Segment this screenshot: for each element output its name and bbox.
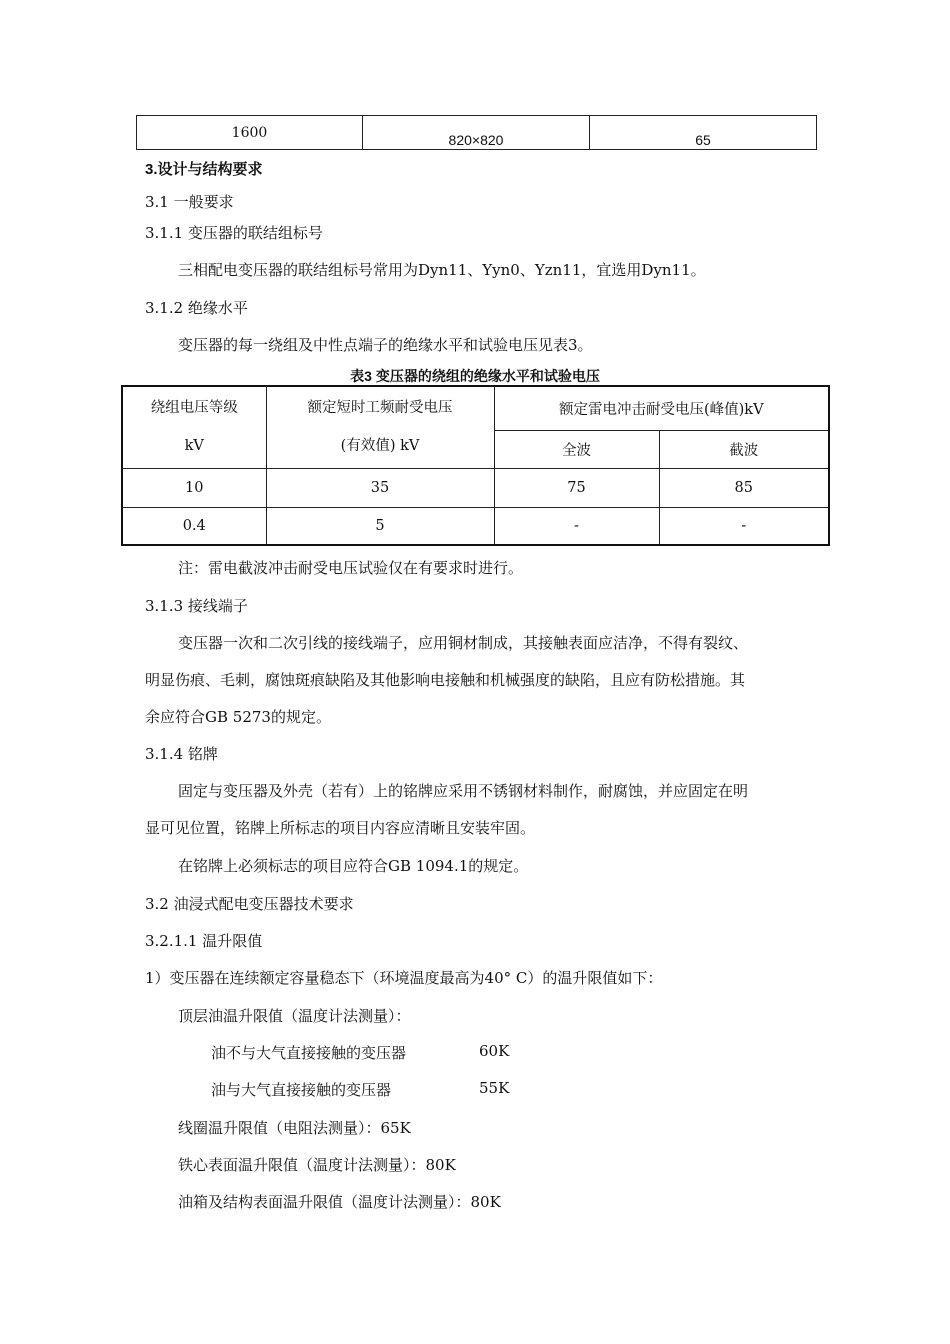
header-winding-voltage bbox=[122, 386, 266, 468]
paragraph-3-1-4-line1: 固定与变压器及外壳（若有）上的铭牌应采用不锈钢材料制作，耐腐蚀，并应固定在明 bbox=[178, 782, 749, 800]
table-cell: 35 bbox=[266, 468, 494, 507]
sealed-transformer-label: 油不与大气直接接触的变压器 bbox=[211, 1044, 407, 1062]
table-cell: 1600 bbox=[137, 116, 363, 150]
section-heading-3-1-4: 3.1.4 铭牌 bbox=[145, 745, 218, 763]
paragraph-3-1-2: 变压器的每一绕组及中性点端子的绝缘水平和试验电压见表3。 bbox=[178, 336, 593, 354]
coil-temp-rise: 线圈温升限值（电阻法测量）：65K bbox=[178, 1119, 411, 1137]
table-note: 注：雷电截波冲击耐受电压试验仅在有要求时进行。 bbox=[178, 559, 524, 577]
header-lightning-impulse-voltage: 额定雷电冲击耐受电压(峰值)kV bbox=[494, 386, 829, 430]
table-cell: 5 bbox=[266, 507, 494, 545]
section-heading-3-2: 3.2 油浸式配电变压器技术要求 bbox=[145, 895, 354, 913]
section-heading-3-1-1: 3.1.1 变压器的联结组标号 bbox=[145, 224, 323, 242]
table-cell: 10 bbox=[122, 468, 266, 507]
table-row bbox=[122, 507, 829, 545]
paragraph-3-1-4-line3: 在铭牌上必须标志的项目应符合GB 1094.1的规定。 bbox=[178, 857, 529, 875]
paragraph-3-1-4-line2: 显可见位置，铭牌上所标志的项目内容应清晰且安装牢固。 bbox=[145, 819, 536, 837]
paragraph-3-1-1: 三相配电变压器的联结组标号常用为Dyn11、Yyn0、Yzn11，宜选用Dyn11。 bbox=[178, 261, 706, 279]
section-heading-3-1-2: 3.1.2 绝缘水平 bbox=[145, 299, 248, 317]
table-row bbox=[122, 468, 829, 507]
header-chopped-wave: 截波 bbox=[659, 430, 829, 468]
sealed-transformer-value: 60K bbox=[479, 1042, 510, 1060]
open-transformer-label: 油与大气直接接触的变压器 bbox=[211, 1081, 392, 1099]
table-cell: - bbox=[494, 507, 659, 545]
header-text: 额定短时工频耐受电压 bbox=[307, 400, 453, 417]
header-unit: kV bbox=[184, 438, 204, 455]
header-text: 绕组电压等级 bbox=[150, 400, 238, 417]
section-heading-3: 3.设计与结构要求 bbox=[145, 161, 263, 178]
header-power-frequency-voltage bbox=[266, 386, 494, 468]
paragraph-3-1-3-line2: 明显伤痕、毛刺，腐蚀斑痕缺陷及其他影响电接触和机械强度的缺陷，且应有防松措施。其 bbox=[145, 671, 746, 689]
table-cell: - bbox=[659, 507, 829, 545]
table-cell: 0.4 bbox=[122, 507, 266, 545]
header-full-wave: 全波 bbox=[494, 430, 659, 468]
table-cell: 65 bbox=[590, 116, 817, 150]
insulation-level-table bbox=[121, 385, 830, 546]
open-transformer-value: 55K bbox=[479, 1079, 510, 1097]
capacity-table-fragment bbox=[136, 115, 817, 150]
header-unit: (有效值) kV bbox=[340, 438, 420, 455]
table-row bbox=[137, 116, 817, 150]
section-heading-3-2-1-1: 3.2.1.1 温升限值 bbox=[145, 932, 263, 950]
list-item-1: 1）变压器在连续额定容量稳态下（环境温度最高为40° C）的温升限值如下： bbox=[145, 969, 663, 987]
top-oil-heading: 顶层油温升限值（温度计法测量）： bbox=[178, 1007, 411, 1025]
paragraph-3-1-3-line1: 变压器一次和二次引线的接线端子，应用铜材制成，其接触表面应洁净，不得有裂纹、 bbox=[178, 634, 749, 652]
core-temp-rise: 铁心表面温升限值（温度计法测量）：80K bbox=[178, 1156, 456, 1174]
table-caption: 表3 变压器的绕组的绝缘水平和试验电压 bbox=[350, 368, 600, 384]
table-cell: 85 bbox=[659, 468, 829, 507]
table-cell: 820×820 bbox=[363, 116, 590, 150]
section-heading-3-1-3: 3.1.3 接线端子 bbox=[145, 597, 248, 615]
table-header-row bbox=[122, 386, 829, 430]
paragraph-3-1-3-line3: 余应符合GB 5273的规定。 bbox=[145, 708, 331, 726]
section-heading-3-1: 3.1 一般要求 bbox=[145, 193, 234, 211]
table-cell: 75 bbox=[494, 468, 659, 507]
tank-temp-rise: 油箱及结构表面温升限值（温度计法测量）：80K bbox=[178, 1193, 501, 1211]
